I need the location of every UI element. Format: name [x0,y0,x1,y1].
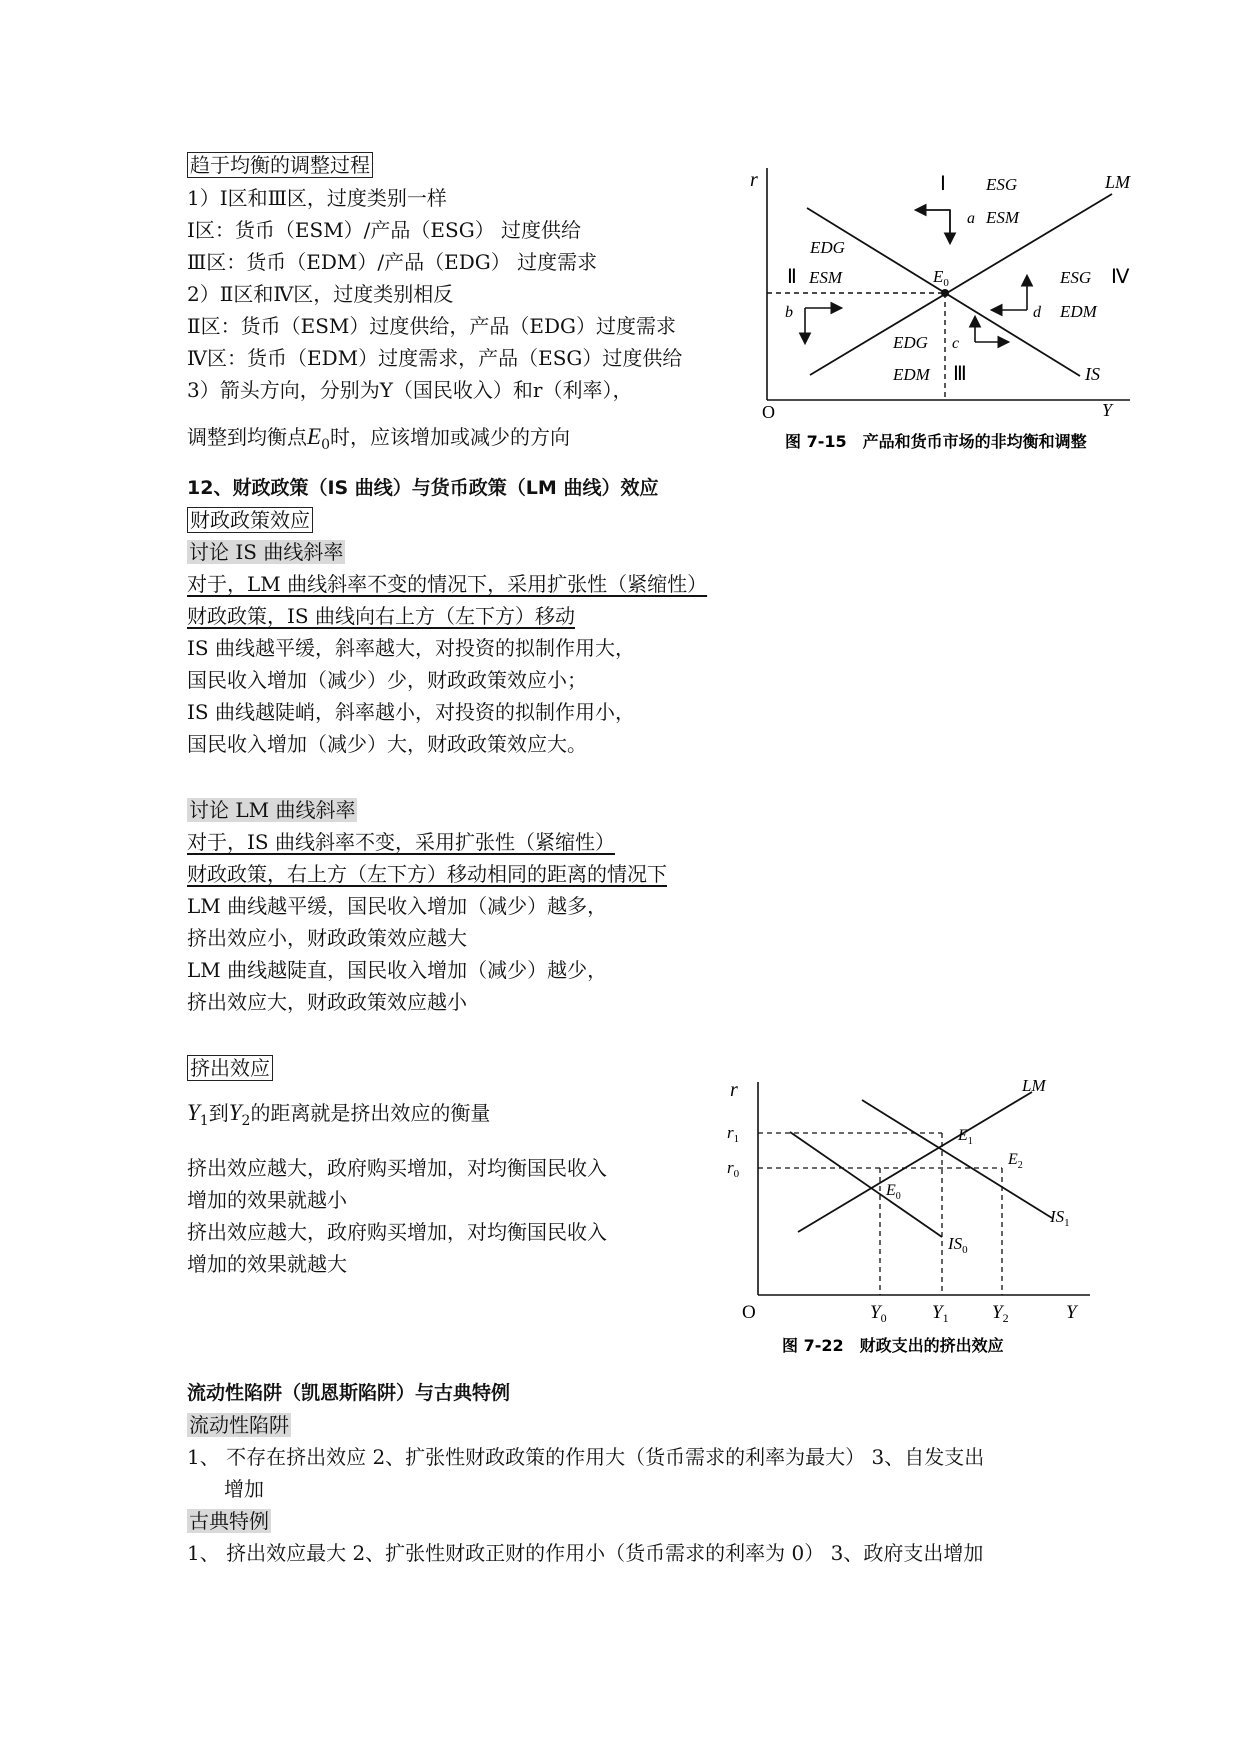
text-line-underlined: 对于，IS 曲线斜率不变，采用扩张性（紧缩性） [187,830,615,854]
svg-text:ESM: ESM [809,268,843,287]
svg-text:ESG: ESG [1060,268,1092,287]
text-line: 挤出效应小，财政政策效应越大 [187,926,467,950]
figure-1-caption: 图 7-15 产品和货币市场的非均衡和调整 [785,432,1087,451]
text-line: 挤出效应大，财政政策效应越小 [187,990,467,1014]
svg-text:r: r [730,1079,738,1101]
svg-text:EDG: EDG [810,238,845,257]
figure-2-caption: 图 7-22 财政支出的挤出效应 [782,1336,1004,1355]
svg-text:a: a [967,210,975,227]
svg-text:E2: $E_2$ [1008,1151,1023,1171]
zone-4-numeral: Ⅳ [1111,266,1130,288]
svg-text:d: d [1033,304,1041,321]
text-line: LM 曲线越平缓，国民收入增加（减少）越多， [187,894,608,918]
is1-curve [862,1100,1052,1218]
subheading-liquidity-trap: 流动性陷阱 [189,1413,289,1437]
text-line-equilibrium: 调整到均衡点$E_0$时，应该增加或减少的方向 [187,424,570,453]
svg-text:b: b [785,304,793,321]
svg-text:EDG: EDG [893,333,928,352]
text-line: 2）Ⅱ区和Ⅳ区，过度类别相反 [187,282,454,306]
lm-label: LM [1105,172,1131,192]
text-line: 挤出效应越大，政府购买增加，对均衡国民收入 [187,1156,607,1180]
equilibrium-point [941,289,949,297]
axis-y-label: r [750,169,758,191]
svg-text:Y2: $Y_2$ [992,1302,1009,1325]
text-line: 增加 [224,1477,264,1501]
text-line-measure: $Y_1$到$Y_2$的距离就是挤出效应的衡量 [187,1100,491,1129]
e0-label: $E_0$ [933,267,949,289]
svg-text:Y1: $Y_1$ [932,1302,949,1325]
axis-x-label: Y [1102,400,1113,420]
text-line: 增加的效果就越大 [187,1252,347,1276]
origin-label: O [762,402,775,422]
svg-text:r1: $r_1$ [727,1123,740,1145]
zone-1-numeral: Ⅰ [940,173,946,195]
svg-text:IS1: $IS_1$ [1050,1207,1070,1229]
text-line: Ⅱ区：货币（ESM）过度供给，产品（EDG）过度需求 [187,314,676,338]
svg-text:E0: $E_0$ [886,1182,901,1202]
text-line-underlined: 对于，LM 曲线斜率不变的情况下，采用扩张性（紧缩性） [187,572,708,596]
svg-text:c: c [952,335,960,352]
svg-text:ESM: ESM [986,208,1020,227]
svg-text:IS0: $IS_0$ [948,1234,968,1256]
svg-text:O: O [742,1302,756,1323]
text-line: Ⅰ区：货币（ESM）/产品（ESG） 过度供给 [187,218,582,242]
svg-text:LM: LM [1022,1076,1046,1095]
zone-3-numeral: Ⅲ [953,363,967,385]
section-heading-policy: 12、财政政策（IS 曲线）与货币政策（LM 曲线）效应 [187,477,659,499]
text-line: LM 曲线越陡直，国民收入增加（减少）越少， [187,958,608,982]
is-label: IS [1085,364,1100,384]
zone-2-numeral: Ⅱ [787,266,797,288]
arrow-a [920,210,950,240]
section-title-fiscal: 财政政策效应 [187,507,313,533]
text-line: IS 曲线越陡峭，斜率越小，对投资的拟制作用小， [187,700,635,724]
subheading-classical: 古典特例 [189,1509,269,1533]
text-line-underlined: 财政政策，右上方（左下方）移动相同的距离的情况下 [187,862,667,886]
svg-text:r0: $r_0$ [727,1158,740,1180]
svg-text:E1: $E_1$ [958,1127,973,1147]
figure-7-15 [745,160,1145,460]
svg-text:Y0: $Y_0$ [870,1302,887,1325]
text-line: IS 曲线越平缓，斜率越大，对投资的拟制作用大， [187,636,635,660]
section-heading-liquidity: 流动性陷阱（凯恩斯陷阱）与古典特例 [187,1382,511,1404]
text-line: 3）箭头方向，分别为Y（国民收入）和r（利率）， [187,378,633,402]
text-line: Ⅲ区：货币（EDM）/产品（EDG） 过度需求 [187,250,598,274]
text-line: Ⅳ区：货币（EDM）过度需求，产品（ESG）过度供给 [187,346,683,370]
text-line: 国民收入增加（减少）大，财政政策效应大。 [187,732,587,756]
svg-text:Y: Y [1066,1302,1077,1323]
text-line: 1）Ⅰ区和Ⅲ区，过度类别一样 [187,186,447,210]
svg-text:EDM: EDM [1060,302,1097,321]
svg-text:ESG: ESG [986,175,1018,194]
text-line: 增加的效果就越小 [187,1188,347,1212]
section-title-adjustment: 趋于均衡的调整过程 [187,152,373,178]
svg-text:EDM: EDM [893,365,930,384]
text-line: 国民收入增加（减少）少，财政政策效应小； [187,668,587,692]
figure-7-22 [710,1070,1100,1360]
text-line: 挤出效应越大，政府购买增加，对均衡国民收入 [187,1220,607,1244]
section-title-crowding: 挤出效应 [187,1055,273,1081]
text-line: 1、 挤出效应最大 2、扩张性财政正财的作用小（货币需求的利率为 0） 3、政府支出增加 [187,1541,984,1565]
subheading-is-slope: 讨论 IS 曲线斜率 [189,540,344,564]
text-line-underlined: 财政政策，IS 曲线向右上方（左下方）移动 [187,604,575,628]
subheading-lm-slope: 讨论 LM 曲线斜率 [189,798,356,822]
text-line: 1、 不存在挤出效应 2、扩张性财政政策的作用大（货币需求的利率为最大） 3、自发支出 [187,1445,985,1469]
is0-curve [790,1132,942,1237]
